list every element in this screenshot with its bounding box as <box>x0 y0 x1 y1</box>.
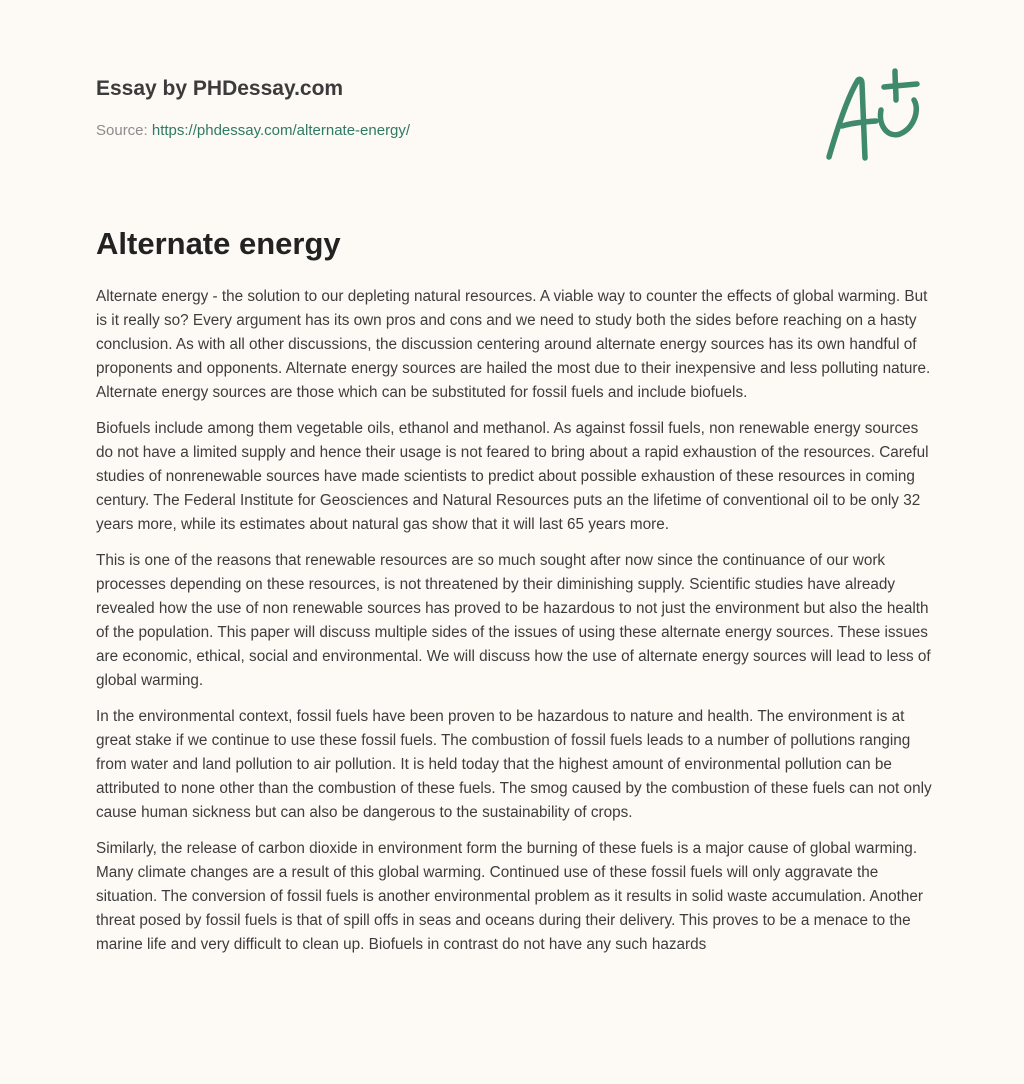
essay-header <box>96 74 796 139</box>
essay-paragraph-2: Biofuels include among them vegetable oils, ethanol and methanol. As against fossil fuels, non renewable energy sources do not have a limited supply and hence their usage is not feared to bring about a rapid exhaustion of the resources. Careful studies of nonrenewable sources have made scientists to predict about possible exhaustion of these resources in coming century. The Federal Institute for Geosciences and Natural Resources puts an the lifetime of conventional oil to be only 32 years more, while its estimates about natural gas show that it will last 65 years more. <box>96 420 929 533</box>
source-label: Source: <box>96 122 148 139</box>
essay-paragraph-3: This is one of the reasons that renewable resources are so much sought after now since the continuance of our work processes depending on these resources, is not threatened by their diminishing supply. Scientific studies have already revealed how the use of non renewable sources has proved to be hazardous to not just the environment but also the health of the population. This paper will discuss multiple sides of the issues of using these alternate energy sources. These issues are economic, ethical, social and environmental. We will discuss how the use of alternate energy sources will lead to less of global warming. <box>96 552 931 689</box>
source-link[interactable]: https://phdessay.com/alternate-energy/ <box>151 122 411 139</box>
essay-body <box>96 285 936 969</box>
essay-paragraph-1: Alternate energy - the solution to our depleting natural resources. A viable way to counter the effects of global warming. But is it really so? Every argument has its own pros and cons and we need to study both the sides before reaching on a hasty conclusion. As with all other discussions, the discussion centering around alternate energy sources has its own handful of proponents and opponents. Alternate energy sources are hailed the most due to their inexpensive and less polluting nature. Alternate energy sources are those which can be substituted for fossil fuels and include biofuels. <box>96 288 931 401</box>
essay-title: Alternate energy <box>96 226 341 261</box>
essay-paragraph-5: Similarly, the release of carbon dioxide in environment form the burning of these fuels is a major cause of global warming. Many climate changes are a result of this global warming. Continued use of these fossil fuels will only aggravate the situation. The conversion of fossil fuels is another environmental problem as it results in solid waste accumulation. Another threat posed by fossil fuels is that of spill offs in seas and oceans during their delivery. This proves to be a menace to the marine life and very difficult to clean up. Biofuels in contrast do not have any such hazards <box>96 840 924 953</box>
essay-paragraph-4: In the environmental context, fossil fuels have been proven to be hazardous to nature and health. The environment is at great stake if we continue to use these fossil fuels. The combustion of fossil fuels leads to a number of pollutions ranging from water and land pollution to air pollution. It is held today that the highest amount of environmental pollution can be attributed to none other than the combustion of these fuels. The smog caused by the combustion of these fuels can not only cause human sickness but can also be dangerous to the sustainability of crops. <box>96 708 932 821</box>
source-line <box>96 122 410 139</box>
site-brand: Essay by PHDessay.com <box>96 77 344 100</box>
a-plus-grade-icon <box>818 66 930 166</box>
